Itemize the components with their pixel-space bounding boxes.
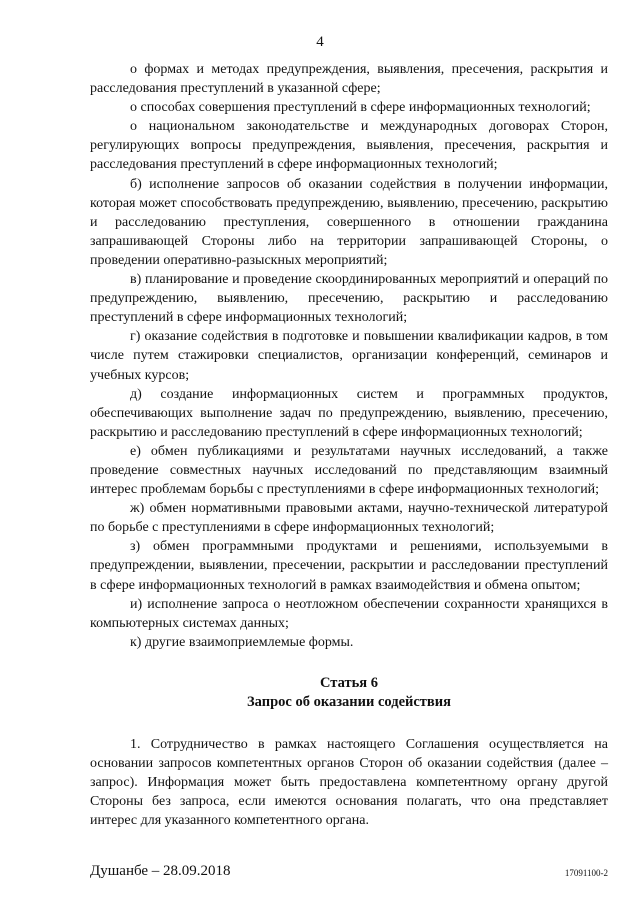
paragraph-item-crime-methods: о способах совершения преступлений в сфере информационных технологий; (130, 100, 591, 116)
footer-place-date: Душанбе – 28.09.2018 (90, 863, 231, 879)
paragraph-item-legislation: о национальном законодательстве и международных договорах Сторон, регулирующих вопросы предупреждения, выявления, пресечения, раскрытия и расследования преступлений в сфере информационных технологий; (90, 119, 608, 173)
paragraph-item-forms-methods: о формах и методах предупреждения, выявления, пресечения, раскрытия и расследования преступлений в указанной сфере; (90, 62, 608, 97)
paragraph-item-v: в) планирование и проведение скоординированных мероприятий и операций по предупреждению, выявлению, пресечению, раскрытию и расследованию преступлений в сфере информационных технологий; (90, 272, 608, 326)
paragraph-item-b: б) исполнение запросов об оказании содействия в получении информации, которая может способствовать предупреждению, выявлению, пресечению, раскрытию и расследованию преступления, совершенного в отношении гражданина запрашивающей Стороны либо на территории запрашивающей Стороны, о проведении оперативно-разыскных мероприятий; (90, 176, 608, 268)
paragraph-item-zh: ж) обмен нормативными правовыми актами, научно-технической литературой по борьбе с преступлениями в сфере информационных технологий; (90, 501, 608, 536)
footer-document-code: 17091100-2 (564, 868, 608, 878)
paragraph-item-i: и) исполнение запроса о неотложном обеспечении сохранности хранящихся в компьютерных системах данных; (90, 596, 608, 631)
paragraph-item-e: е) обмен публикациями и результатами научных исследований, а также проведение совместных научных исследований по представляющим взаимный интерес проблемам борьбы с преступлениями в сфере информационных технологий; (90, 443, 608, 498)
page-number: 4 (316, 34, 324, 50)
article-number: Статья 6 (320, 674, 378, 691)
paragraph-item-g: г) оказание содействия в подготовке и повышении квалификации кадров, в том числе путем стажировки специалистов, организации конференций, семинаров и учебных курсов; (90, 329, 608, 383)
paragraph-item-z: з) обмен программными продуктами и решениями, используемыми в предупреждении, выявлении, пресечении, раскрытии и расследовании преступлений в сфере информационных технологий в рамках взаимодействия и обмена опытом; (90, 539, 608, 593)
paragraph-article-6-clause-1: 1. Сотрудничество в рамках настоящего Соглашения осуществляется на основании запросов компетентных органов Сторон об оказании содействия (далее – запрос). Информация может быть предоставлена компетентному органу другой Стороны без запроса, если имеются основания полагать, что она представляет интерес для указанного компетентного органа. (90, 736, 608, 829)
article-title: Запрос об оказании содействия (247, 694, 451, 711)
paragraph-item-k: к) другие взаимоприемлемые формы. (130, 634, 354, 650)
paragraph-item-d: д) создание информационных систем и программных продуктов, обеспечивающих выполнение задач по предупреждению, выявлению, пресечению, раскрытию и расследованию преступлений в сфере информационных технологий; (90, 386, 608, 440)
document-body (90, 60, 608, 830)
